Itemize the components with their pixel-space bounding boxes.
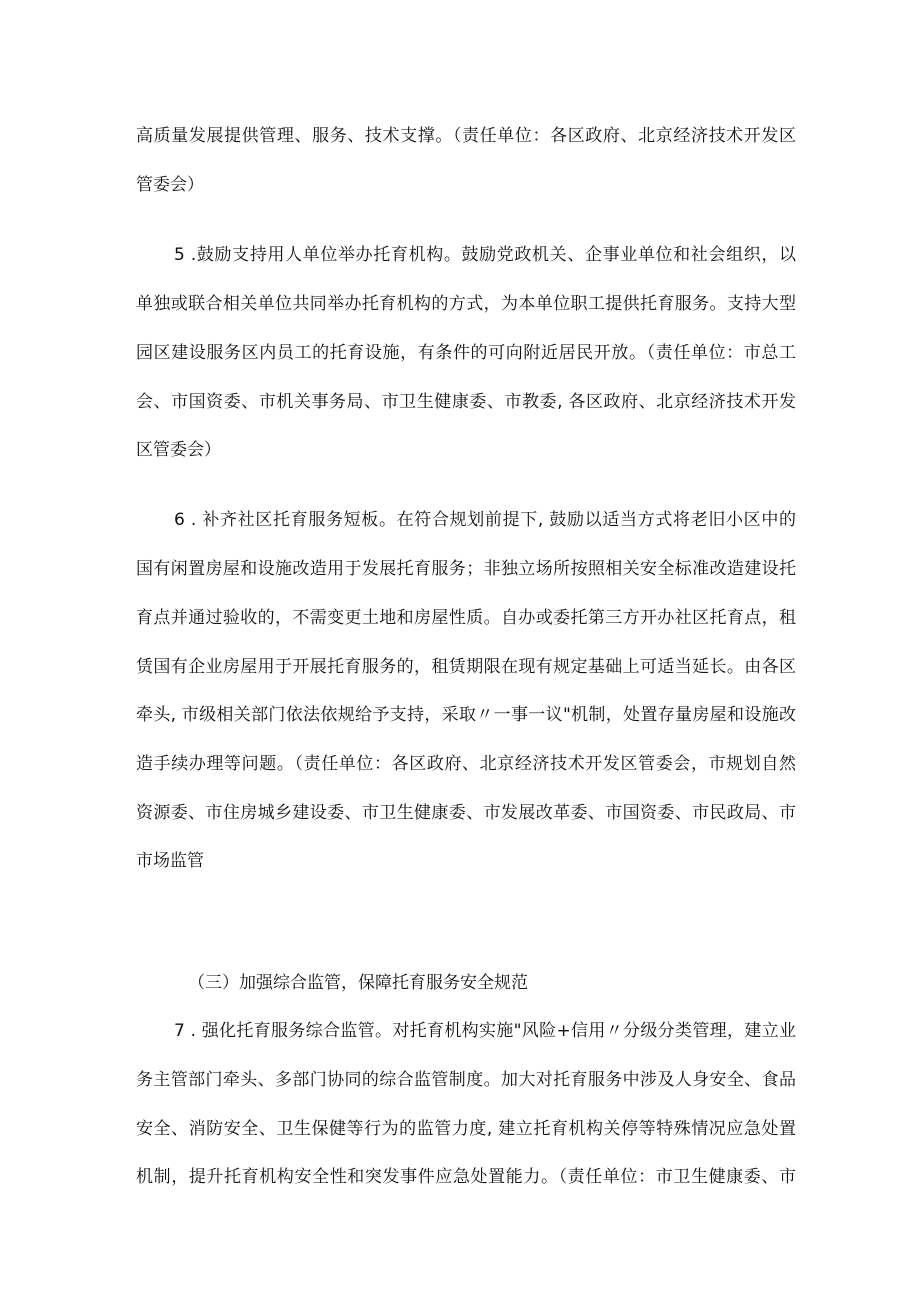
text-line: 高质量发展提供管理、服务、技术支撑。（责任单位：各区政府、北京经济技术开发区 bbox=[136, 126, 796, 146]
text-line: 务主管部门牵头、多部门协同的综合监管制度。加大对托育服务中涉及人身安全、食品 bbox=[136, 1070, 796, 1090]
text-line: 机制，提升托育机构安全性和突发事件应急处置能力。（责任单位：市卫生健康委、市 bbox=[136, 1167, 796, 1187]
text-line: 单独或联合相关单位共同举办托育机构的方式，为本单位职工提供托育服务。支持大型 bbox=[136, 294, 796, 314]
text-line: 赁国有企业房屋用于开展托育服务的，租赁期限在现有规定基础上可适当延长。由各区 bbox=[136, 657, 796, 677]
paragraph-5-first-line: 5 .鼓励支持用人单位举办托育机构。鼓励党政机关、企事业单位和社会组织，以 bbox=[174, 245, 796, 265]
text-line: 园区建设服务区内员工的托育设施，有条件的可向附近居民开放。（责任单位：市总工 bbox=[136, 343, 796, 363]
text-line: 管委会） bbox=[136, 175, 204, 195]
text-line: 安全、消防安全、卫生保健等行为的监管力度, 建立托育机构关停等特殊情况应急处置 bbox=[136, 1119, 796, 1139]
text-line: 国有闲置房屋和设施改造用于发展托育服务；非独立场所按照相关安全标准改造建设托 bbox=[136, 559, 796, 579]
section-heading: （三）加强综合监管，保障托育服务安全规范 bbox=[188, 973, 528, 993]
text-line: 市场监管 bbox=[136, 851, 204, 871]
text-line: 造手续办理等问题。（责任单位：各区政府、北京经济技术开发区管委会，市规划自然 bbox=[136, 754, 796, 774]
paragraph-6-first-line: 6 . 补齐社区托育服务短板。在符合规划前提下, 鼓励以适当方式将老旧小区中的 bbox=[174, 510, 796, 530]
text-line: 会、市国资委、市机关事务局、市卫生健康委、市教委, 各区政府、北京经济技术开发 bbox=[136, 392, 796, 412]
text-line: 资源委、市住房城乡建设委、市卫生健康委、市发展改革委、市国资委、市民政局、市 bbox=[136, 803, 796, 823]
text-line: 区管委会） bbox=[136, 440, 221, 460]
text-line: 育点并通过验收的，不需变更土地和房屋性质。自办或委托第三方开办社区托育点，租 bbox=[136, 608, 796, 628]
paragraph-7-first-line: 7 . 强化托育服务综合监管。对托育机构实施"风险+信用〃分级分类管理，建立业 bbox=[174, 1021, 796, 1041]
text-line: 牵头, 市级相关部门依法依规给予支持，采取〃一事一议"机制，处置存量房屋和设施改 bbox=[136, 705, 796, 725]
